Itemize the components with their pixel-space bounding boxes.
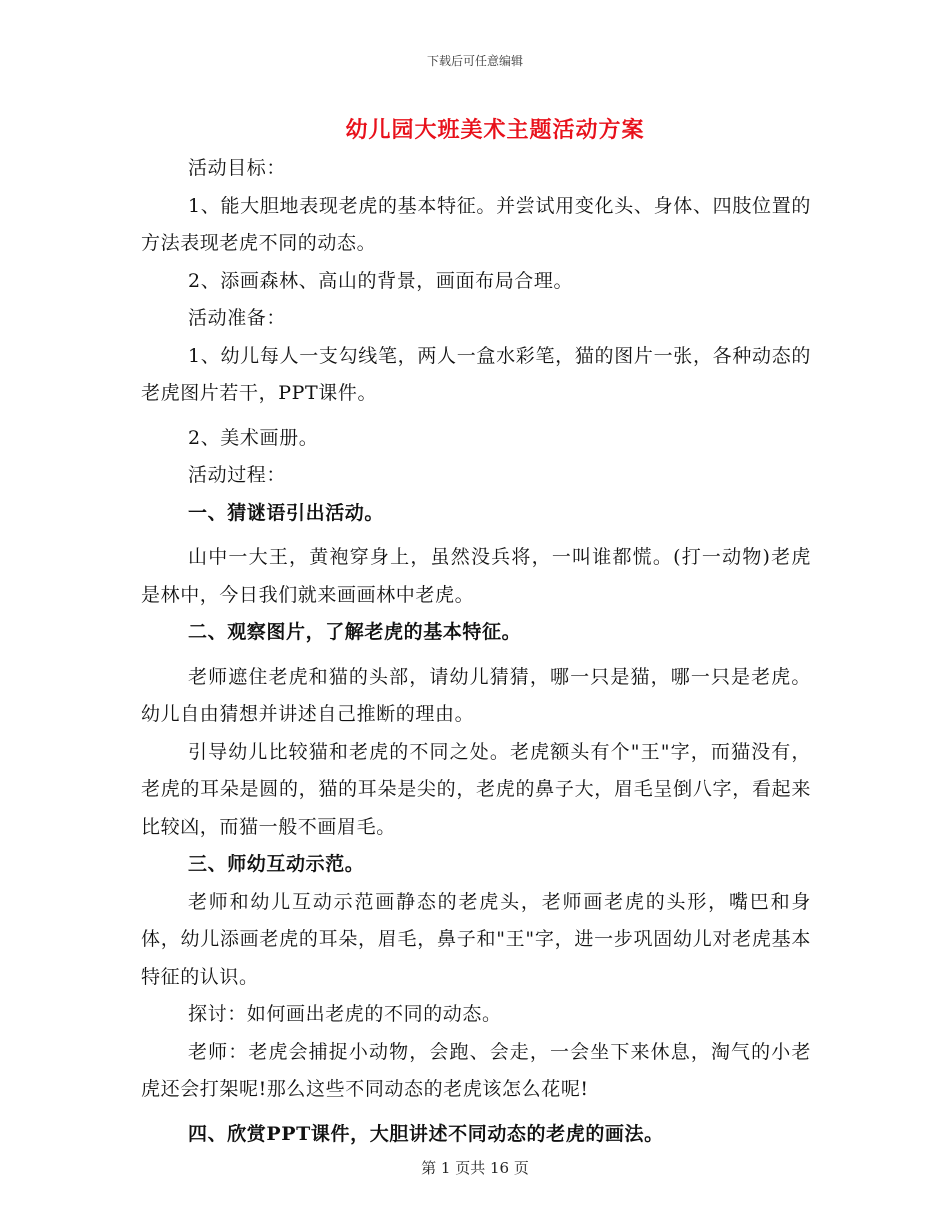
document-title: 幼儿园大班美术主题活动方案 bbox=[345, 117, 645, 143]
header-note: 下载后可任意编辑 bbox=[426, 54, 523, 68]
paragraph-goal-2: 2、添画森林、高山的背景，画面布局合理。 bbox=[188, 269, 574, 292]
page-footer: 第 1 页共 16 页 bbox=[421, 1159, 529, 1177]
paragraph-compare: 引导幼儿比较猫和老虎的不同之处。老虎额头有个"王"字，而猫没有，老虎的耳朵是圆的，猫的耳朵是尖的，老虎的鼻子大，眉毛呈倒八字，看起来比较凶，而猫一般不画眉毛。 bbox=[141, 740, 811, 838]
paragraph-riddle: 山中一大王，黄袍穿身上，虽然没兵将，一叫谁都慌。(打一动物)老虎是林中，今日我们就来画画林中老虎。 bbox=[141, 546, 811, 606]
paragraph-goals-heading: 活动目标： bbox=[188, 157, 287, 179]
paragraph-prep-2: 2、美术画册。 bbox=[188, 426, 319, 449]
section-heading-2: 二、观察图片，了解老虎的基本特征。 bbox=[188, 621, 522, 643]
document-body bbox=[141, 150, 811, 1153]
paragraph-discuss: 探讨：如何画出老虎的不同的动态。 bbox=[188, 1003, 502, 1025]
paragraph-goal-1: 1、能大胆地表现老虎的基本特征。并尝试用变化头、身体、四肢位置的方法表现老虎不同的动态。 bbox=[141, 194, 811, 254]
section-heading-3: 三、师幼互动示范。 bbox=[188, 853, 365, 875]
section-heading-4: 四、欣赏PPT课件，大胆讲述不同动态的老虎的画法。 bbox=[188, 1122, 664, 1145]
paragraph-prep-1: 1、幼儿每人一支勾线笔，两人一盒水彩笔，猫的图片一张，各种动态的老虎图片若干，PPT课件。 bbox=[141, 344, 811, 404]
section-heading-1: 一、猜谜语引出活动。 bbox=[188, 501, 385, 524]
paragraph-observe: 老师遮住老虎和猫的头部，请幼儿猜猜，哪一只是猫，哪一只是老虎。幼儿自由猜想并讲述自己推断的理由。 bbox=[141, 665, 811, 725]
paragraph-prep-heading: 活动准备： bbox=[188, 307, 287, 329]
paragraph-process-heading: 活动过程： bbox=[188, 464, 287, 486]
paragraph-teacher: 老师：老虎会捕捉小动物，会跑、会走，一会坐下来休息，淘气的小老虎还会打架呢!那么这些不同动态的老虎该怎么花呢! bbox=[141, 1040, 811, 1100]
paragraph-demo: 老师和幼儿互动示范画静态的老虎头，老师画老虎的头形，嘴巴和身体，幼儿添画老虎的耳朵，眉毛，鼻子和"王"字，进一步巩固幼儿对老虎基本特征的认识。 bbox=[141, 890, 811, 988]
